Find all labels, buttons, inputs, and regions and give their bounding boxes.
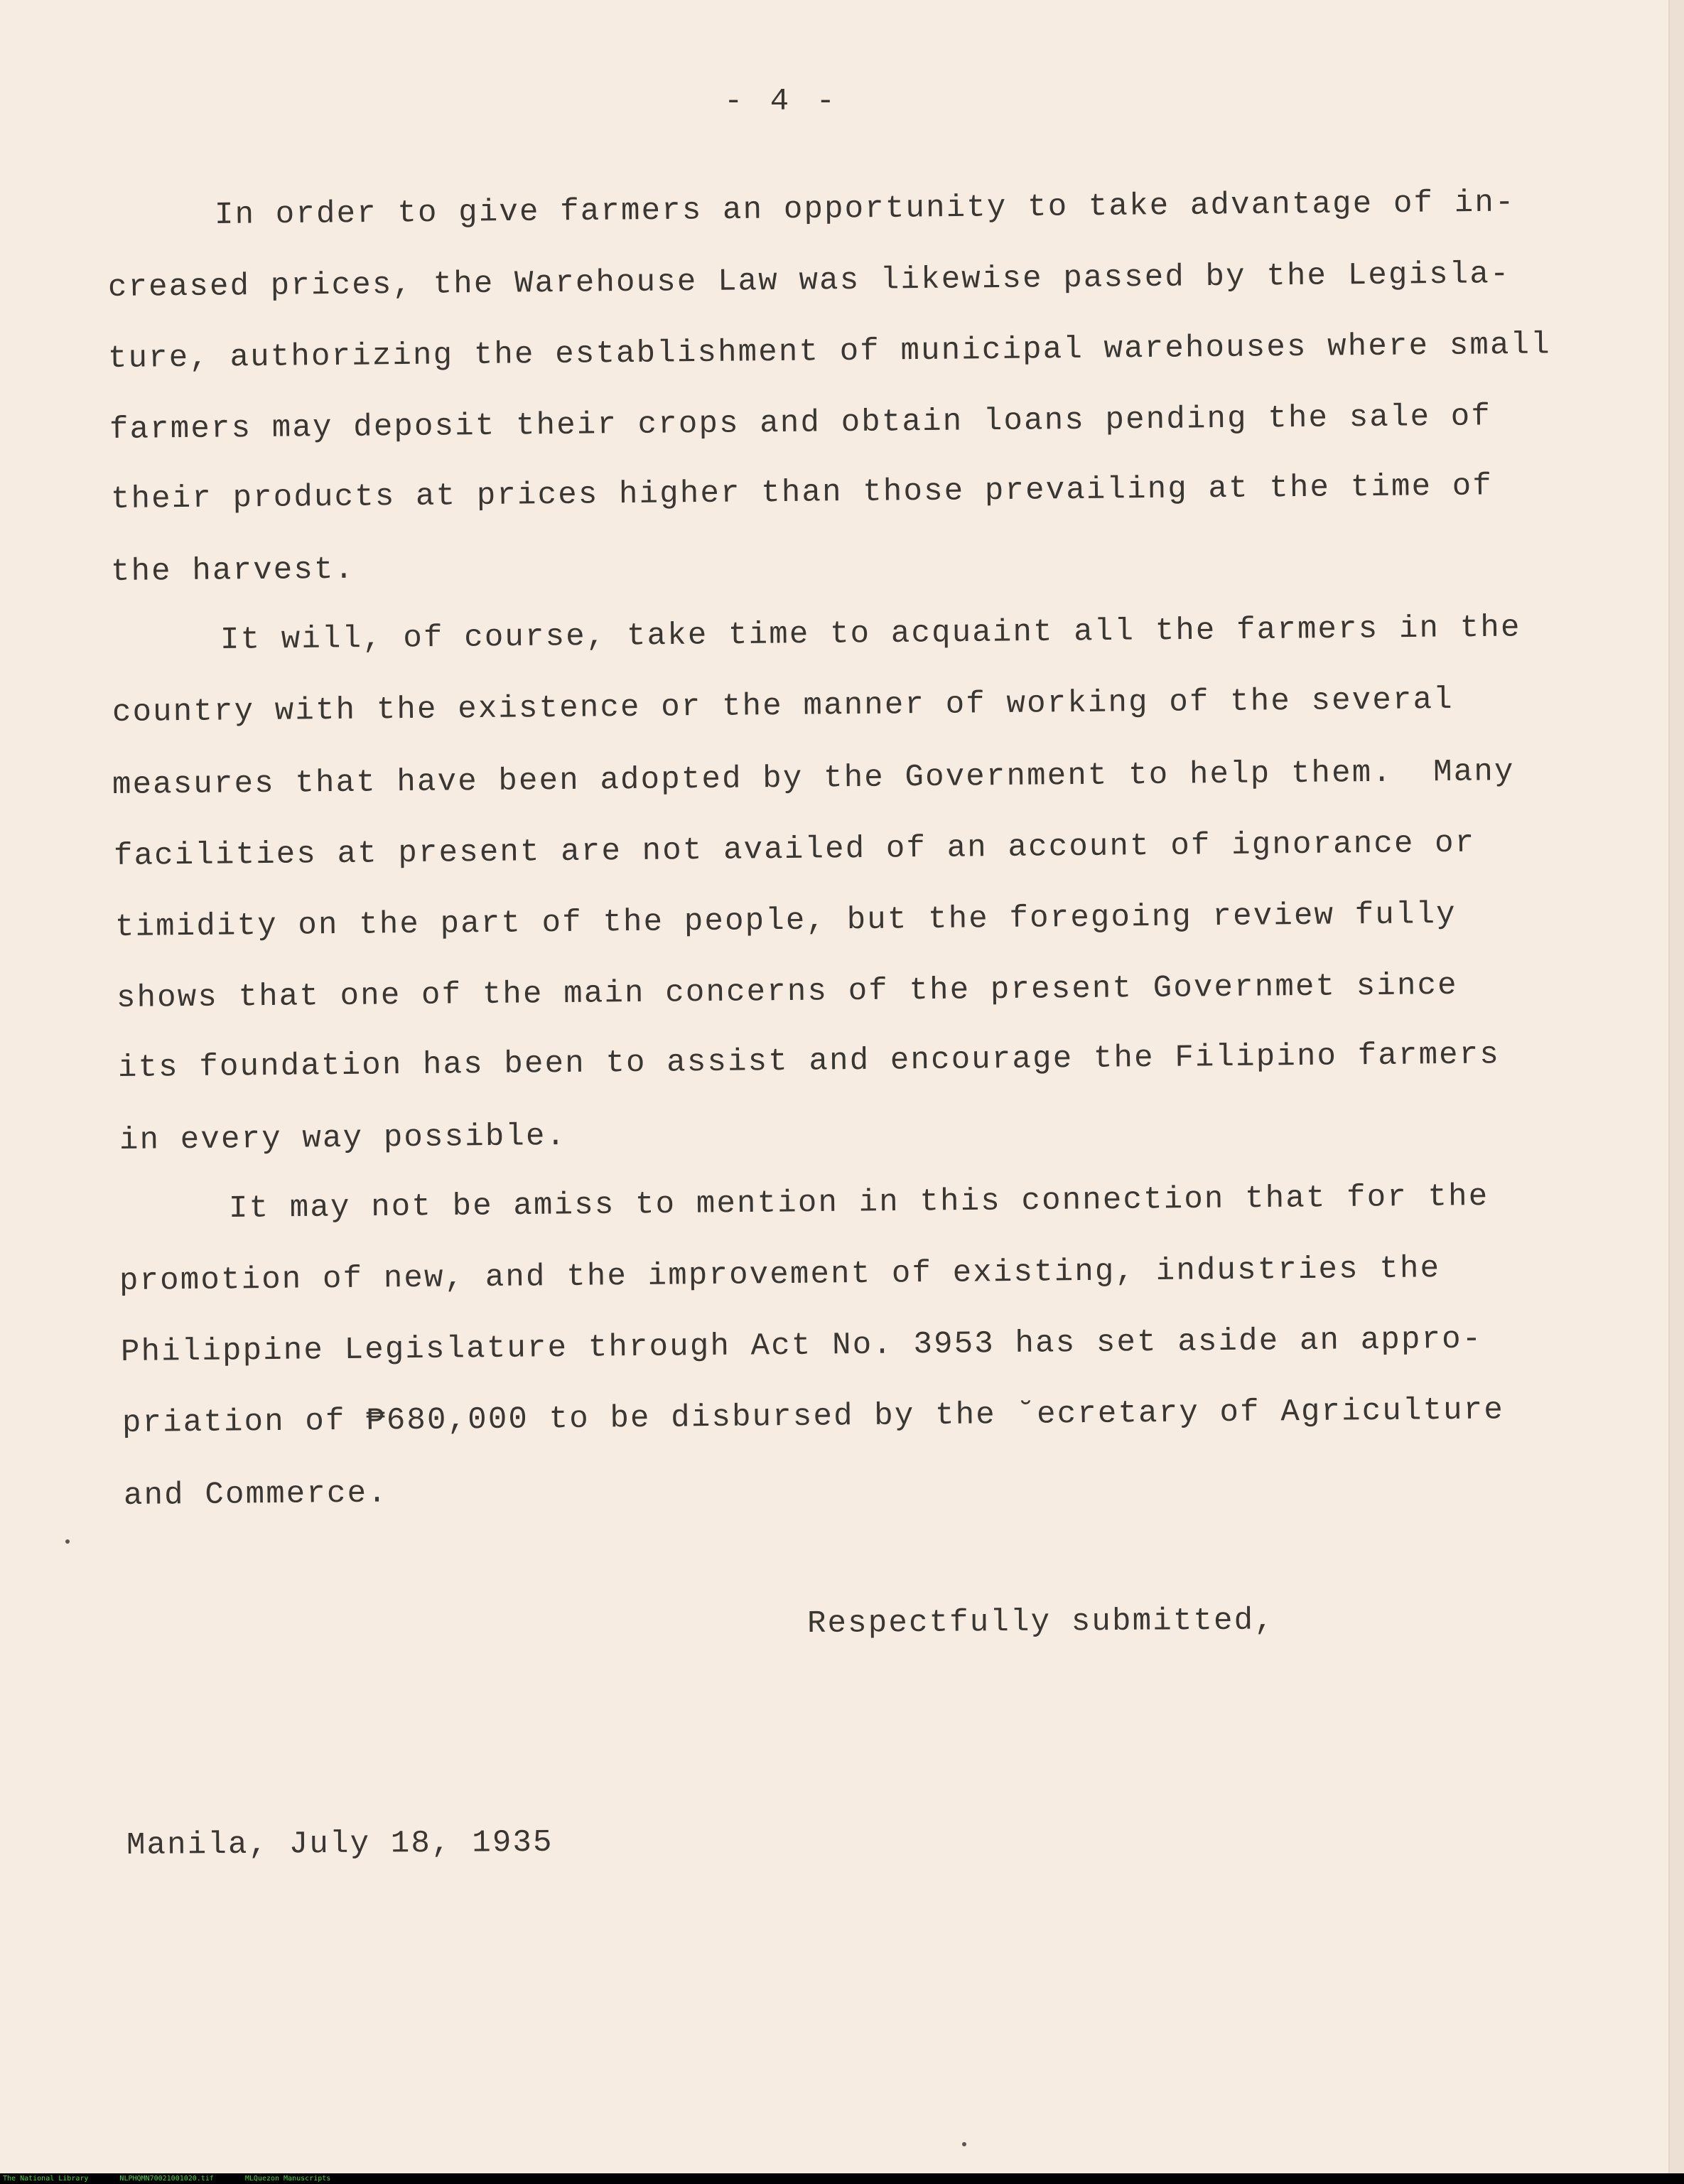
paragraph-3-line-3: Philippine Legislature through Act No. 3953 has set aside an appro- xyxy=(120,1321,1483,1370)
paragraph-3-line-5: and Commerce. xyxy=(123,1475,389,1514)
paragraph-2-line-4: facilities at present are not availed of an account of ignorance or xyxy=(113,825,1476,874)
archive-footer xyxy=(0,2173,1684,2184)
paragraph-2-line-5: timidity on the part of the people, but the foregoing review fully xyxy=(114,896,1457,945)
paragraph-3-line-4: priation of ₱680,000 to be disbursed by the ˘ecretary of Agriculture xyxy=(122,1392,1505,1441)
page-number: - 4 - xyxy=(723,84,840,119)
ink-speck xyxy=(65,1539,70,1544)
page-edge xyxy=(1668,0,1684,2173)
footer-file-id: NLPHQMN70021001020.tif xyxy=(119,2175,214,2183)
paragraph-2-line-3: measures that have been adopted by the Government to help them. Many xyxy=(112,754,1515,803)
paragraph-2-line-6: shows that one of the main concerns of the present Governmet since xyxy=(116,967,1459,1016)
paragraph-1-line-4: farmers may deposit their crops and obtain loans pending the sale of xyxy=(109,399,1492,448)
paragraph-1-line-3: ture, authorizing the establishment of municipal warehouses where small xyxy=(107,327,1552,377)
paragraph-1-line-6: the harvest. xyxy=(110,552,355,590)
paragraph-1-line-1: In order to give farmers an opportunity to take advantage of in- xyxy=(214,185,1516,233)
paragraph-2-line-7: its foundation has been to assist and encourage the Filipino farmers xyxy=(117,1037,1501,1086)
footer-library: The National Library xyxy=(3,2175,89,2183)
paragraph-1-line-2: creased prices, the Warehouse Law was likewise passed by the Legisla- xyxy=(107,257,1511,306)
place-date: Manila, July 18, 1935 xyxy=(126,1824,554,1863)
ink-speck xyxy=(962,2142,966,2146)
paragraph-3-line-1: It may not be amiss to mention in this connection that for the xyxy=(228,1178,1489,1227)
paragraph-2-line-1: It will, of course, take time to acquaint all the farmers in the xyxy=(220,610,1521,658)
paragraph-3-line-2: promotion of new, and the improvement of existing, industries the xyxy=(119,1251,1441,1299)
closing-salutation: Respectfully submitted, xyxy=(806,1603,1275,1642)
paragraph-1-line-5: their products at prices higher than those prevailing at the time of xyxy=(110,468,1494,517)
paragraph-2-line-8: in every way possible. xyxy=(119,1118,567,1158)
footer-collection: MLQuezon Manuscripts xyxy=(244,2175,331,2183)
paragraph-2-line-2: country with the existence or the manner of working of the several xyxy=(112,682,1454,731)
